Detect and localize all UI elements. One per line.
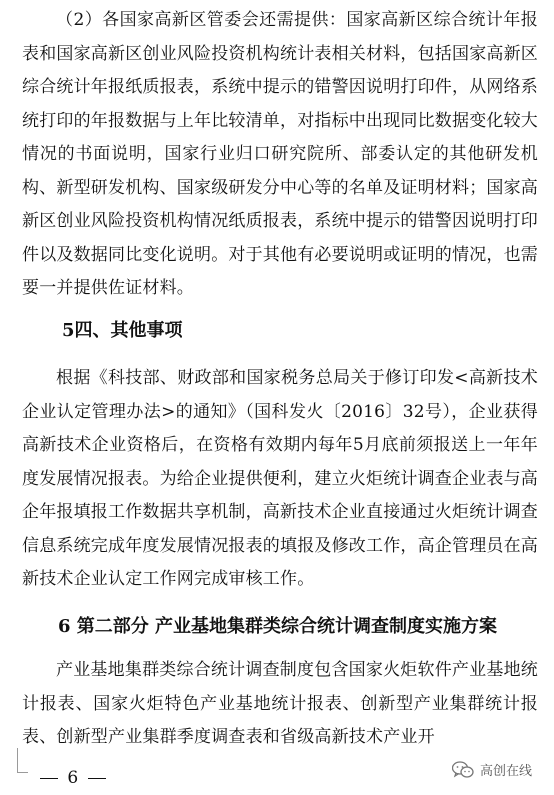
- paragraph-industry-base-clusters: 产业基地集群类综合统计调查制度包含国家火炬软件产业基地统计报表、国家火炬特色产业基地统计报表、创新型产业集群统计报表、创新型产业集群季度调查表和省级高新技术产业开: [22, 660, 538, 747]
- wechat-icon: [452, 761, 474, 779]
- page-number-right-dash: [88, 778, 106, 779]
- section-heading-other-matters: 5四、其他事项: [62, 320, 183, 341]
- page-number: [36, 768, 110, 788]
- section-heading-part-two: 6 第二部分 产业基地集群类综合统计调查制度实施方案: [58, 616, 498, 637]
- page-number-value: 6: [67, 768, 79, 788]
- watermark-text: 高创在线: [479, 764, 532, 779]
- page-number-left-dash: [40, 778, 58, 779]
- paragraph-high-tech-enterprises: 根据《科技部、财政部和国家税务总局关于修订印发<高新技术企业认定管理办法>的通知》（国科发火〔2016〕32号），企业获得高新技术企业资格后，在资格有效期内每年5月底前须报送上一年年度发展情况报表。为给企业提供便利，建立火炬统计调查企业表与高企年报填报工作数据共享机制，高新技术企业直接通过火炬统计调查信息系统完成年度发展情况报表的填报及修改工作，高企管理员在高新技术企业认定工作网完成审核工作。: [22, 368, 538, 589]
- watermark: [452, 760, 532, 779]
- paragraph-submission-materials: （2）各国家高新区管委会还需提供：国家高新区综合统计年报表和国家高新区创业风险投资机构统计表相关材料，包括国家高新区综合统计年报纸质报表，系统中提示的错警因说明打印件，从网络系统打印的年报数据与上年比较清单，对指标中出现同比数据变化较大情况的书面说明，国家行业归口研究院所、部委认定的其他研发机构、新型研发机构、国家级研发分中心等的名单及证明材料；国家高新区创业风险投资机构情况纸质报表，系统中提示的错警因说明打印件以及数据同比变化说明。对于其他有必要说明或证明的情况，也需要一并提供佐证材料。: [22, 10, 538, 298]
